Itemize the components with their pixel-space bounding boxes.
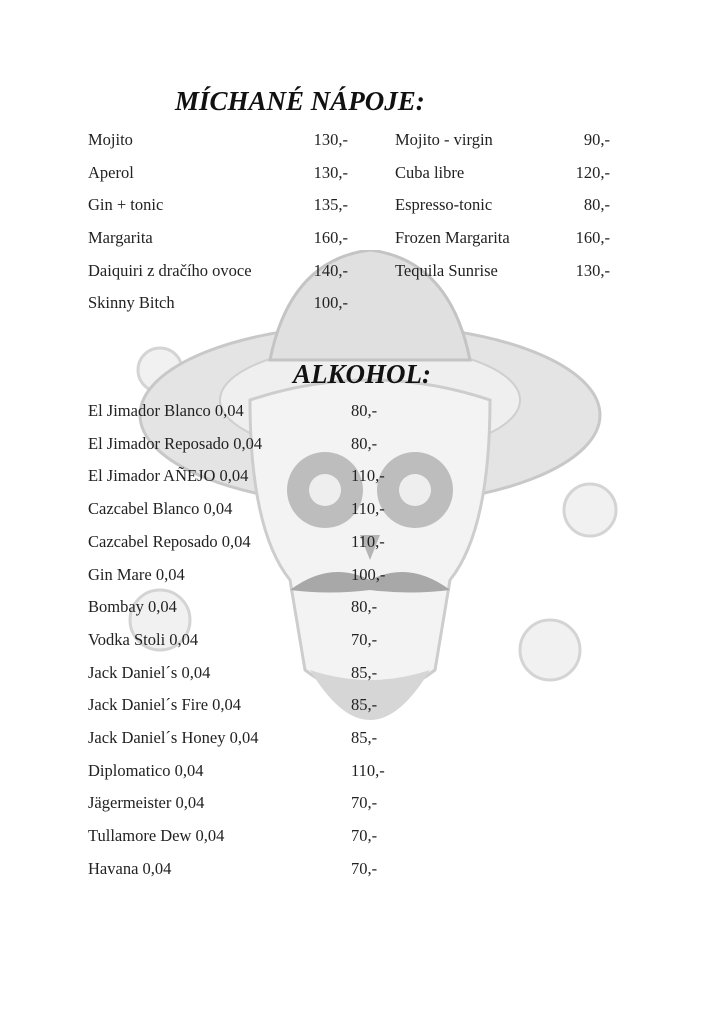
item-price: 80,- [351,597,378,617]
menu-item [88,595,408,619]
item-price: 130,- [313,130,348,149]
item-name: Jack Daniel´s Fire 0,04 [88,695,242,715]
menu-item [88,726,408,750]
item-price: 80,- [351,401,378,420]
item-price: 130,- [575,261,610,280]
menu-item [88,759,408,783]
item-name: Cazcabel Reposado 0,04 [88,531,251,551]
menu-item [395,259,610,283]
item-name: Jack Daniel´s Honey 0,04 [88,728,259,747]
item-price: 135,- [313,195,348,214]
menu-item [88,226,348,250]
menu-item [88,464,408,488]
menu-item [395,161,610,185]
menu-item [395,128,610,152]
item-name: Tullamore Dew 0,04 [88,826,225,846]
menu-item [88,563,408,587]
menu-item [88,432,408,456]
item-price: 70,- [351,793,378,813]
item-price: 100,- [351,564,386,584]
menu-item [88,128,348,152]
item-name: Mojito - virgin [395,130,493,149]
item-name: Cuba libre [395,163,465,182]
item-price: 110,- [351,466,385,486]
item-name: Diplomatico 0,04 [88,760,204,780]
item-price: 80,- [351,433,378,453]
menu-item [395,226,610,250]
item-name: El Jimador AÑEJO 0,04 [88,466,249,486]
item-name: Frozen Margarita [395,228,510,247]
item-name: Bombay 0,04 [88,597,177,617]
item-price: 85,- [351,662,378,682]
menu-item [88,661,408,685]
menu-item [88,193,348,217]
alcohol-heading: ALKOHOL: [293,359,431,389]
item-price: 130,- [313,163,348,182]
item-name: Skinny Bitch [88,293,175,312]
item-price: 70,- [351,629,378,649]
menu-item [88,693,408,717]
menu-item [88,497,408,521]
item-price: 100,- [313,293,348,312]
item-name: Vodka Stoli 0,04 [88,629,199,649]
item-price: 70,- [351,858,378,878]
item-name: Gin Mare 0,04 [88,564,185,584]
item-name: Havana 0,04 [88,858,172,878]
item-price: 160,- [575,228,610,247]
menu-item [88,530,408,554]
item-name: Daiquiri z dračího ovoce [88,261,252,280]
menu-item [395,193,610,217]
item-name: Jack Daniel´s 0,04 [88,662,211,682]
menu-item [88,259,348,283]
item-price: 80,- [583,195,610,214]
item-price: 110,- [351,499,385,519]
item-name: El Jimador Reposado 0,04 [88,433,263,453]
item-price: 110,- [351,531,385,551]
menu-item [88,824,408,848]
item-name: Gin + tonic [88,195,164,214]
item-price: 110,- [351,760,385,780]
item-price: 140,- [313,261,348,280]
item-name: Jägermeister 0,04 [88,793,205,813]
item-price: 70,- [351,826,378,846]
item-name: Mojito [88,130,133,149]
mixed-drinks-heading: MÍCHANÉ NÁPOJE: [175,86,425,116]
item-price: 120,- [575,163,610,182]
menu-item [88,791,408,815]
menu-item [88,399,408,423]
menu-item [88,628,408,652]
item-price: 85,- [351,695,378,715]
item-name: Margarita [88,228,153,247]
item-name: Aperol [88,163,134,182]
item-price: 90,- [583,130,610,149]
item-name: Espresso-tonic [395,195,493,214]
item-name: El Jimador Blanco 0,04 [88,401,244,420]
item-price: 160,- [313,228,348,247]
item-price: 85,- [351,728,378,747]
item-name: Cazcabel Blanco 0,04 [88,499,233,519]
menu-item [88,161,348,185]
menu-item [88,291,348,315]
item-name: Tequila Sunrise [395,261,498,280]
menu-item [88,857,408,881]
